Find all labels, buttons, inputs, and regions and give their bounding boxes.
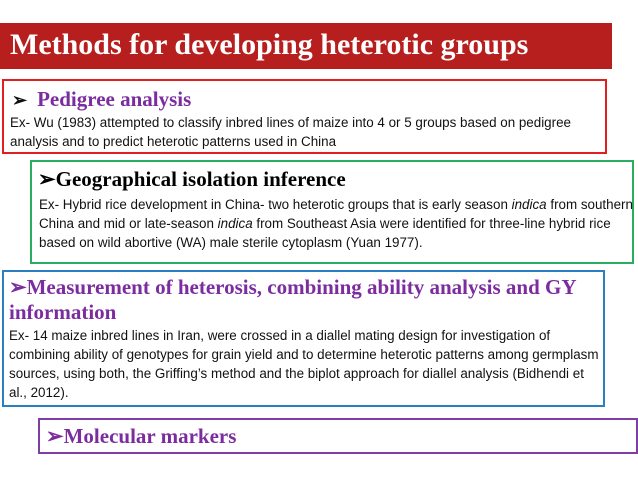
arrow-bullet-icon: ➢ (46, 424, 64, 448)
arrow-bullet-icon: ➢ (12, 90, 28, 110)
arrow-bullet-icon: ➢ (38, 167, 56, 191)
pedigree-text: Ex- Wu (1983) attempted to classify inbred lines of maize into 4 or 5 groups based on pedigree analysis and to predict heterotic patterns used in China (10, 115, 571, 149)
title-banner (0, 23, 612, 69)
arrow-bullet-icon: ➢ (9, 275, 27, 299)
geographical-isolation-box (30, 160, 634, 264)
heterosis-measurement-box (2, 270, 605, 407)
molecular-markers-box (38, 418, 638, 454)
pedigree-heading-label: Pedigree analysis (37, 87, 192, 111)
pedigree-analysis-box (2, 79, 607, 154)
title-bar (0, 0, 638, 74)
slide-title: Methods for developing heterotic groups (10, 28, 529, 61)
molecular-heading (46, 423, 236, 449)
heterosis-heading-label: Measurement of heterosis, combining ability analysis and GY information (9, 275, 576, 324)
geographical-heading-label: Geographical isolation inference (55, 167, 346, 191)
geographical-heading (38, 166, 346, 192)
heterosis-heading (9, 275, 599, 325)
geographical-text-part: from southern China and mid or late-season (39, 197, 633, 231)
geographical-text-part: from Southeast Asia were identified for three-line hybrid rice based on wild abortive (WA) male sterile cytoplasm (Yuan 1977). (39, 216, 611, 250)
heterosis-text: Ex- 14 maize inbred lines in Iran, were crossed in a diallel mating design for investigation of combining ability of genotypes for grain yield and to determine heterotic patterns among germplasm sources, using both, the Griffing’s method and the biplot approach for diallel analysis (Bidhendi et al., 2012). (9, 328, 599, 400)
molecular-heading-label: Molecular markers (63, 424, 237, 448)
geographical-text (39, 195, 635, 252)
pedigree-heading (12, 86, 191, 113)
indica-term: indica (511, 197, 547, 212)
indica-term: indica (217, 216, 253, 231)
geographical-text-part: Ex- Hybrid rice development in China- two heterotic groups that is early season (39, 197, 512, 212)
